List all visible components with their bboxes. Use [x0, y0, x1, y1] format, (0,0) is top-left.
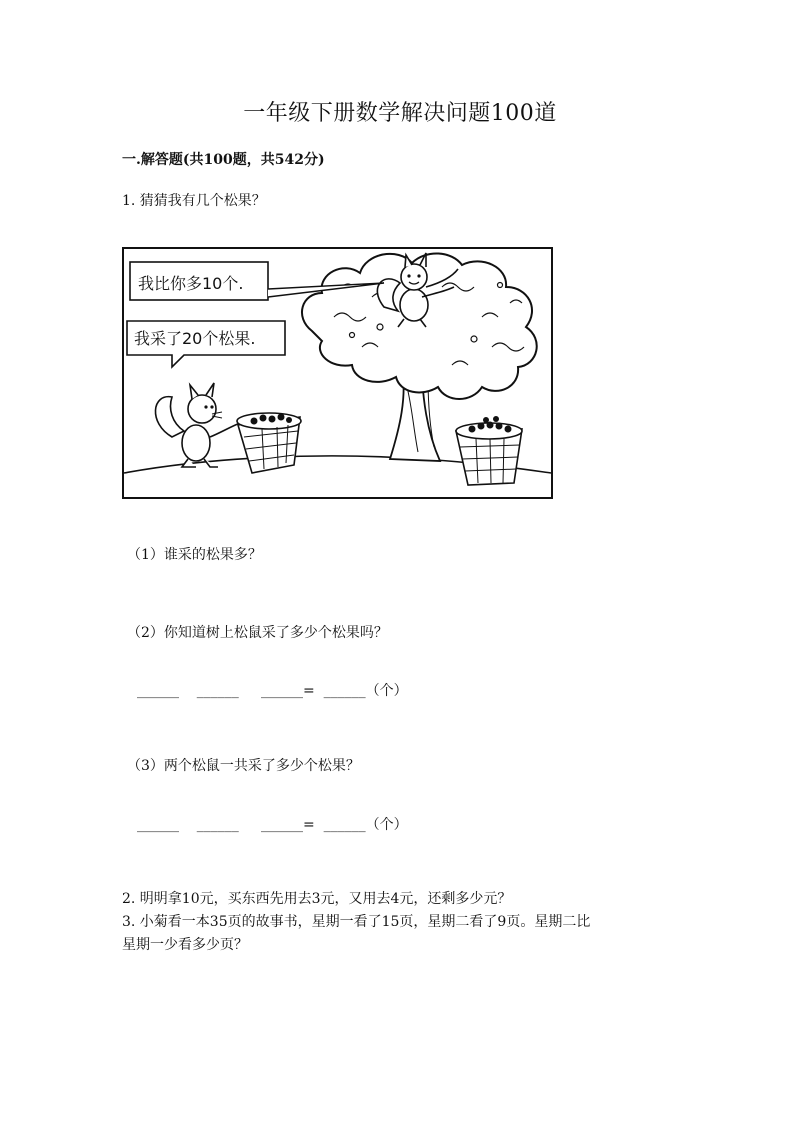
basket-right — [456, 423, 522, 485]
section-header: 一.解答题(共100题，共542分) — [122, 152, 325, 168]
question-3-line-2: 星期一少看多少页？ — [122, 937, 248, 953]
question-1-prompt: 1. 猜猜我有几个松果？ — [122, 193, 266, 209]
answer-blanks-part-3[interactable]: ______ ______ ______= ______（个） — [137, 817, 408, 833]
question-1-part-1: （1）谁采的松果多？ — [127, 547, 262, 563]
question-1-part-3: （3）两个松鼠一共采了多少个松果？ — [127, 758, 360, 774]
question-3-line-1: 3. 小菊看一本35页的故事书，星期一看了15页，星期二看了9页。星期二比 — [122, 914, 591, 930]
page-title: 一年级下册数学解决问题100道 — [243, 101, 557, 126]
speech-bubble-left-text: 我采了20个松果. — [134, 329, 256, 348]
squirrel-illustration — [122, 247, 553, 499]
question-2: 2. 明明拿10元，买东西先用去3元，又用去4元，还剩多少元？ — [122, 891, 512, 907]
answer-blanks-part-2[interactable]: ______ ______ ______= ______（个） — [137, 683, 408, 699]
question-1-part-2: （2）你知道树上松鼠采了多少个松果吗？ — [127, 625, 388, 641]
speech-bubble-top-text: 我比你多10个. — [138, 274, 244, 293]
